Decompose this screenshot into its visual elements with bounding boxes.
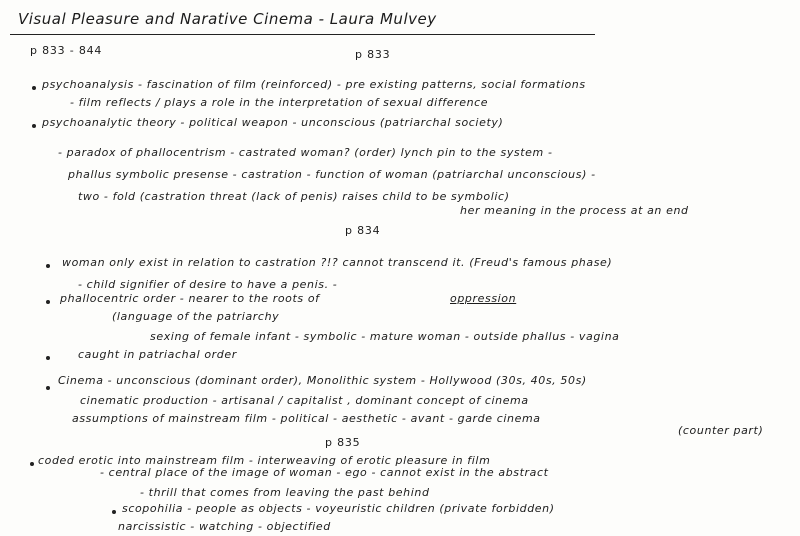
note-line: cinematic production - artisanal / capitalist , dominant concept of cinema bbox=[80, 394, 529, 407]
note-line: Cinema - unconscious (dominant order), Monolithic system - Hollywood (30s, 40s, 50s) bbox=[58, 374, 587, 387]
note-line: phallocentric order - nearer to the roots of bbox=[60, 292, 320, 305]
note-line: assumptions of mainstream film - political - aesthetic - avant - garde cinema bbox=[72, 412, 541, 425]
bullet bbox=[32, 86, 36, 90]
note-line: psychoanalytic theory - political weapon - unconscious (patriarchal society) bbox=[42, 116, 504, 129]
bullet bbox=[46, 264, 50, 268]
note-line: coded erotic into mainstream film - interweaving of erotic pleasure in film bbox=[38, 454, 491, 467]
note-line: narcissistic - watching - objectified bbox=[118, 520, 331, 533]
underlined-word: oppression bbox=[450, 292, 517, 305]
note-line: psychoanalysis - fascination of film (reinforced) - pre existing patterns, social formations bbox=[42, 78, 586, 91]
note-line: her meaning in the process at an end bbox=[460, 204, 689, 217]
note-line: woman only exist in relation to castration ?!? cannot transcend it. (Freud's famous phase) bbox=[62, 256, 613, 269]
bullet bbox=[30, 462, 34, 466]
bullet bbox=[112, 510, 116, 514]
page-title: Visual Pleasure and Narative Cinema - Laura Mulvey bbox=[18, 10, 437, 28]
page-range: p 833 - 844 bbox=[30, 44, 103, 57]
note-line: - thrill that comes from leaving the past behind bbox=[140, 486, 430, 499]
note-line: scopohilia - people as objects - voyeuristic children (private forbidden) bbox=[122, 502, 555, 515]
bullet bbox=[46, 300, 50, 304]
note-line: - central place of the image of woman - ego - cannot exist in the abstract bbox=[100, 466, 549, 479]
title-underline bbox=[10, 34, 595, 35]
note-line: caught in patriachal order bbox=[78, 348, 237, 361]
section-heading-p835: p 835 bbox=[325, 436, 361, 449]
bullet bbox=[46, 386, 50, 390]
note-line: - paradox of phallocentrism - castrated woman? (order) lynch pin to the system - bbox=[58, 146, 553, 159]
section-heading-p833: p 833 bbox=[355, 48, 391, 61]
bullet bbox=[46, 356, 50, 360]
note-line: - film reflects / plays a role in the interpretation of sexual difference bbox=[70, 96, 489, 109]
note-line: (counter part) bbox=[678, 424, 764, 437]
section-heading-p834: p 834 bbox=[345, 224, 381, 237]
note-line: - child signifier of desire to have a penis. - bbox=[78, 278, 338, 291]
note-line: (language of the patriarchy bbox=[112, 310, 280, 323]
bullet bbox=[32, 124, 36, 128]
note-line: sexing of female infant - symbolic - mature woman - outside phallus - vagina bbox=[150, 330, 620, 343]
note-line: phallus symbolic presense - castration - function of woman (patriarchal unconscious) - bbox=[68, 168, 596, 181]
note-line: two - fold (castration threat (lack of penis) raises child to be symbolic) bbox=[78, 190, 510, 203]
